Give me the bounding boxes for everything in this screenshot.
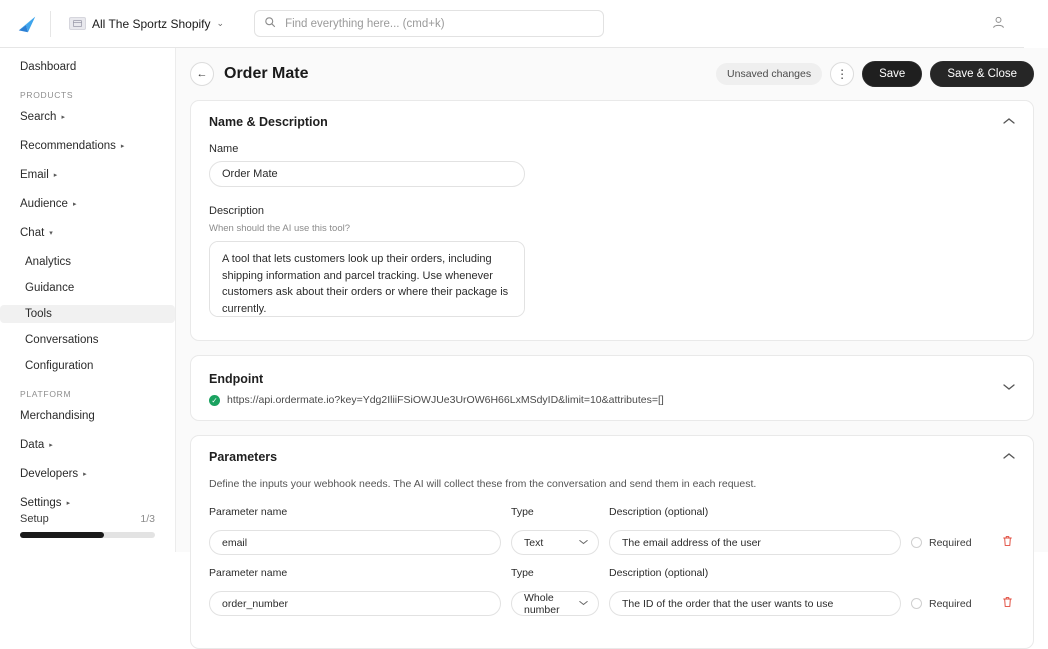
sidebar-item-search[interactable] <box>0 108 175 126</box>
sidebar-section-platform: PLATFORM <box>20 389 72 399</box>
parameter-description-cell <box>609 591 901 616</box>
table-row <box>209 530 1015 555</box>
save-and-close-button[interactable]: Save & Close <box>930 61 1034 87</box>
description-field-hint: When should the AI use this tool? <box>209 223 351 234</box>
sidebar-item-label: Recommendations <box>20 140 116 152</box>
sidebar-item-audience[interactable] <box>0 195 175 213</box>
sidebar-item-label: Audience <box>20 198 68 210</box>
search-input[interactable] <box>283 17 594 31</box>
sidebar-item-label: Email <box>20 169 49 181</box>
parameter-name-cell <box>209 530 501 555</box>
setup-count: 1/3 <box>140 513 155 525</box>
parameter-delete-cell[interactable] <box>999 596 1015 611</box>
name-description-card-body <box>191 143 1033 340</box>
column-header-type: Type <box>511 506 534 518</box>
sidebar-item-label: Settings <box>20 497 62 509</box>
sidebar-item-label: Configuration <box>25 360 94 372</box>
sidebar-item-dashboard[interactable] <box>0 58 175 76</box>
endpoint-url: https://api.ordermate.io?key=Ydg2IliiFSiOWJUe3UrOW6H66LxMSdyID&limit=10&attributes=[] <box>227 394 664 406</box>
parameter-required-cell[interactable] <box>911 537 989 549</box>
parameters-card-body <box>191 478 1033 648</box>
chevron-right-icon: ▸ <box>83 471 87 478</box>
sidebar-item-email[interactable] <box>0 166 175 184</box>
paper-plane-logo-icon[interactable] <box>14 11 40 37</box>
arrow-left-icon: ← <box>196 68 208 80</box>
endpoint-card-header[interactable] <box>191 356 1033 420</box>
parameter-type-value: Whole number <box>524 591 560 616</box>
parameters-card <box>190 435 1034 649</box>
search-icon <box>264 16 276 31</box>
global-search[interactable] <box>254 10 604 37</box>
setup-label: Setup <box>20 513 49 525</box>
body <box>0 48 1024 616</box>
parameters-description: Define the inputs your webhook needs. The AI will collect these from the conversation and send them in each request. <box>209 478 757 490</box>
name-description-card-header[interactable] <box>191 101 1033 143</box>
setup-progress[interactable] <box>0 513 175 538</box>
check-circle-icon: ✓ <box>209 395 220 406</box>
sidebar-item-label: Chat <box>20 227 45 239</box>
sidebar-item-label: Merchandising <box>20 410 95 422</box>
parameter-type-cell <box>511 530 599 555</box>
column-header-name: Parameter name <box>209 567 288 579</box>
chevron-down-icon <box>579 599 588 608</box>
sidebar-item-merchandising[interactable] <box>0 407 175 425</box>
column-header-description: Description (optional) <box>609 567 709 579</box>
main-content <box>176 48 1048 616</box>
store-badge-icon <box>69 17 86 30</box>
parameter-row-email <box>209 506 1015 555</box>
chevron-right-icon: ▸ <box>66 500 71 507</box>
sidebar-item-label: Dashboard <box>20 61 77 73</box>
sidebar-item-label: Data <box>20 439 45 451</box>
table-row <box>209 591 1015 616</box>
parameter-type-select[interactable] <box>511 530 599 555</box>
sidebar-item-conversations[interactable] <box>0 331 175 349</box>
chevron-right-icon: ▸ <box>72 201 77 208</box>
parameter-delete-cell[interactable] <box>999 535 1015 550</box>
store-switcher[interactable] <box>61 13 232 35</box>
chevron-right-icon: ▸ <box>61 114 65 121</box>
setup-header <box>20 513 155 525</box>
description-textarea[interactable] <box>209 241 525 317</box>
chevron-up-icon[interactable] <box>1003 451 1015 463</box>
parameter-name-cell <box>209 591 501 616</box>
sidebar-item-recommendations[interactable] <box>0 137 175 155</box>
cards-container <box>176 100 1048 649</box>
sidebar-item-data[interactable] <box>0 436 175 454</box>
sidebar-item-label: Developers <box>20 468 79 480</box>
required-toggle[interactable] <box>911 598 922 609</box>
endpoint-url-row <box>209 394 1003 406</box>
store-name: All The Sportz Shopify <box>92 16 211 31</box>
chevron-down-icon: ▾ <box>49 230 53 237</box>
parameter-description-cell <box>609 530 901 555</box>
parameter-name-input[interactable] <box>209 591 501 616</box>
page-title: Order Mate <box>224 65 309 82</box>
kebab-menu-icon: ⋮ <box>836 67 849 81</box>
trash-icon[interactable] <box>1002 535 1013 550</box>
sidebar-item-configuration[interactable] <box>0 357 175 375</box>
column-header-name: Parameter name <box>209 506 288 518</box>
required-label: Required <box>929 536 972 549</box>
chevron-down-icon: ⌄ <box>216 18 225 28</box>
sidebar <box>0 48 176 552</box>
chevron-right-icon: ▸ <box>120 143 125 150</box>
user-account-icon[interactable] <box>991 15 1006 33</box>
sidebar-item-label: Conversations <box>25 334 99 346</box>
back-button[interactable] <box>190 62 214 86</box>
sidebar-item-analytics[interactable] <box>0 253 175 271</box>
endpoint-info <box>209 372 1003 406</box>
description-field-label: Description <box>209 205 265 217</box>
required-toggle[interactable] <box>911 537 922 548</box>
chevron-down-icon <box>579 538 588 547</box>
unsaved-changes-badge: Unsaved changes <box>716 63 822 85</box>
setup-progress-bar <box>20 532 155 538</box>
divider <box>50 11 51 37</box>
column-header-description: Description (optional) <box>609 506 709 518</box>
name-field-label: Name <box>209 143 239 155</box>
sidebar-item-chat[interactable] <box>0 224 175 242</box>
top-bar <box>0 0 1024 48</box>
parameters-card-header[interactable] <box>191 436 1033 478</box>
sidebar-section-products: PRODUCTS <box>20 90 74 100</box>
parameter-type-value: Text <box>524 536 544 549</box>
sidebar-item-label: Guidance <box>25 282 75 294</box>
parameter-row-order-number <box>209 567 1015 616</box>
sidebar-item-label: Analytics <box>25 256 72 268</box>
parameter-description-input[interactable] <box>609 530 901 555</box>
sidebar-item-guidance[interactable] <box>0 279 175 297</box>
sidebar-item-developers[interactable] <box>0 465 175 483</box>
sidebar-item-label: Tools <box>25 308 52 320</box>
sidebar-item-settings[interactable] <box>0 494 175 512</box>
card-title: Endpoint <box>209 372 264 386</box>
sidebar-item-tools[interactable] <box>0 305 175 323</box>
sidebar-item-label: Search <box>20 111 57 123</box>
endpoint-card <box>190 355 1034 421</box>
chevron-right-icon: ▸ <box>49 442 53 449</box>
required-label: Required <box>929 597 972 610</box>
page-header <box>176 48 1048 100</box>
parameter-column-headers-2 <box>209 567 1015 585</box>
more-options-button[interactable] <box>830 62 854 86</box>
column-header-type: Type <box>511 567 534 579</box>
chevron-down-icon[interactable] <box>1003 382 1015 394</box>
save-button[interactable]: Save <box>862 61 922 87</box>
parameter-name-input[interactable] <box>209 530 501 555</box>
card-title: Parameters <box>209 450 278 464</box>
setup-progress-fill <box>20 532 104 538</box>
chevron-right-icon: ▸ <box>53 172 58 179</box>
parameter-description-input[interactable] <box>609 591 901 616</box>
card-title: Name & Description <box>209 115 328 129</box>
parameter-column-headers <box>209 506 1015 524</box>
parameter-type-select[interactable] <box>511 591 599 616</box>
trash-icon[interactable] <box>1002 596 1013 611</box>
parameter-required-cell[interactable] <box>911 598 989 610</box>
name-input[interactable] <box>209 161 525 187</box>
parameter-type-cell <box>511 591 599 616</box>
name-description-card <box>190 100 1034 341</box>
chevron-up-icon[interactable] <box>1003 116 1015 128</box>
